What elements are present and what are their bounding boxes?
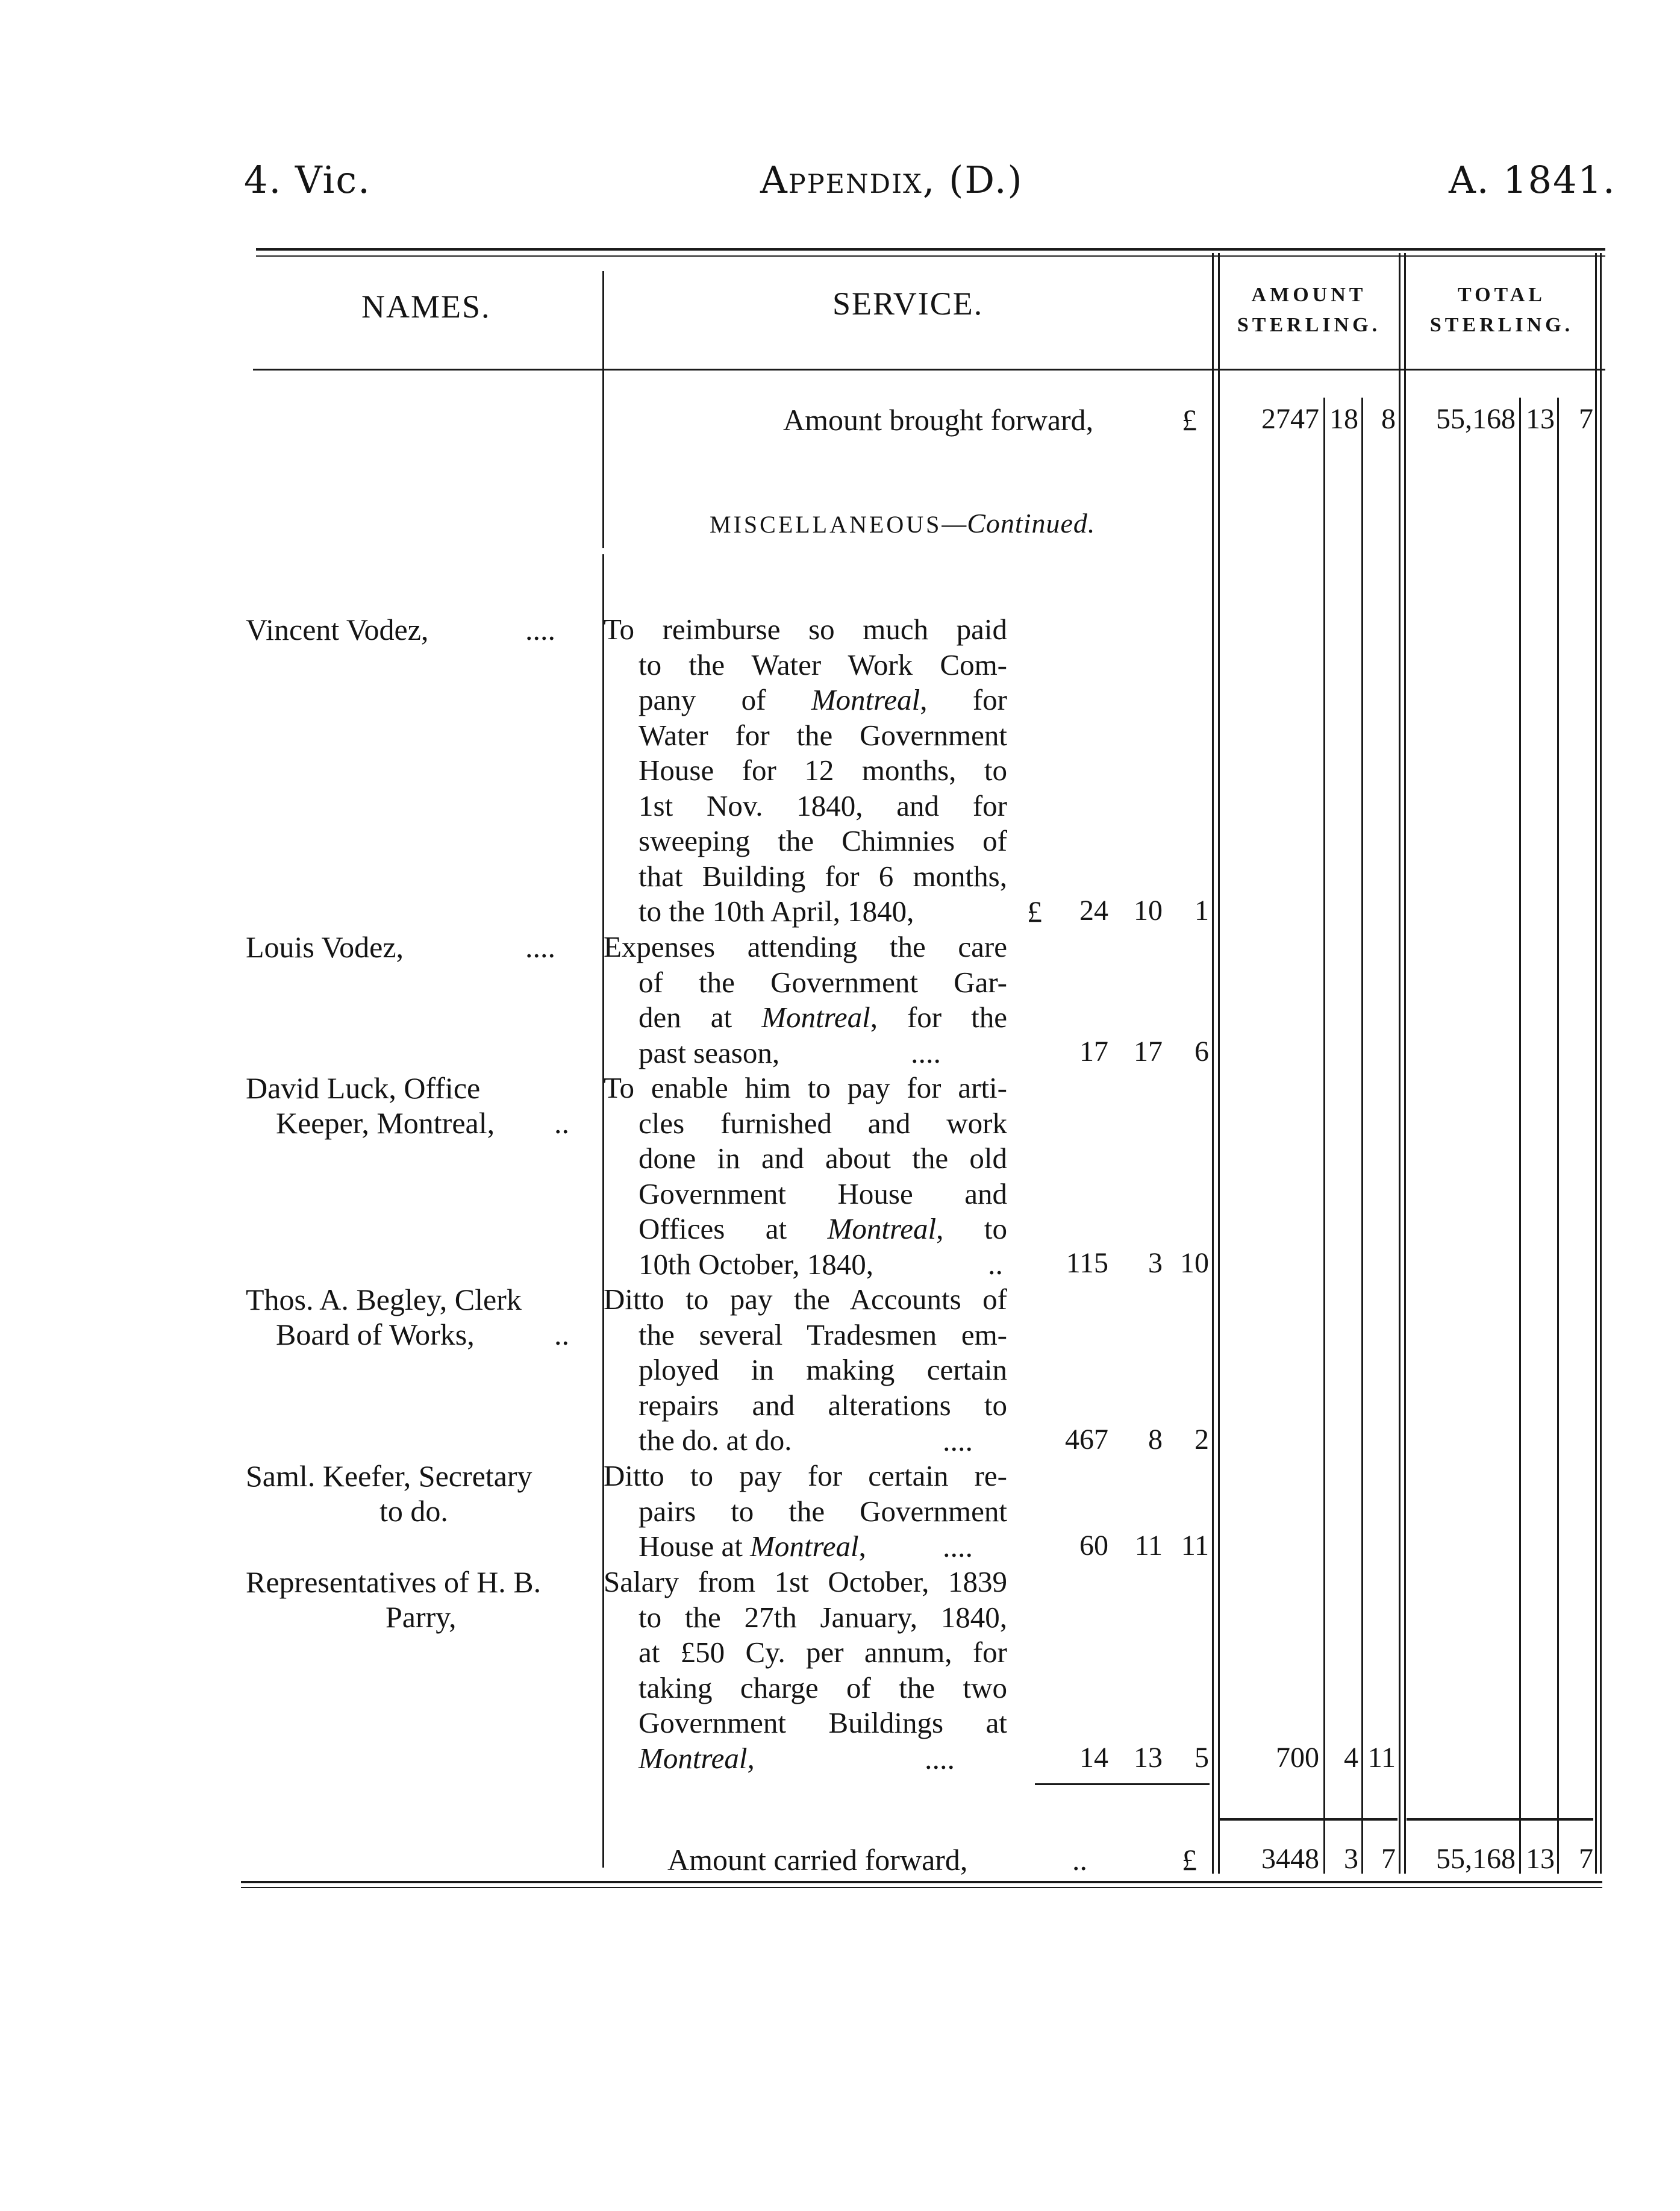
entry-amount-pence: 5 xyxy=(1194,1742,1209,1774)
entry-name: Thos. A. Begley, Clerk xyxy=(246,1283,522,1316)
entry-currency: £ xyxy=(1027,895,1042,928)
entry-name: Saml. Keefer, Secretary xyxy=(246,1459,532,1493)
entry-name-leader: .... xyxy=(525,613,555,646)
column-header-amount: AMOUNT STERLING. xyxy=(1237,284,1381,336)
column-header-total: TOTAL STERLING. xyxy=(1429,284,1574,336)
subtotal-pence: 11 xyxy=(1367,1742,1396,1774)
header-right: A. 1841. xyxy=(1449,158,1616,202)
entry-amount-pounds: 467 xyxy=(1065,1424,1108,1456)
entry-service: Ditto to pay for certain re- pairs to the Government House at Montreal, xyxy=(604,1459,1007,1563)
entry-name-leader: .. xyxy=(554,1106,569,1140)
entry-dot-leader: .... xyxy=(911,1036,941,1069)
carried-forward-amount-pence: 7 xyxy=(1381,1843,1396,1875)
entry-service: Expenses attending the care of the Government Gar- den at Montreal, for the past season, xyxy=(604,930,1007,1069)
brought-forward-total-pounds: 55,168 xyxy=(1436,403,1516,435)
entry-amount-shillings: 8 xyxy=(1148,1424,1163,1456)
header-center: Appendix, (D.) xyxy=(760,158,1023,202)
entry-name: to do. xyxy=(379,1494,448,1528)
brought-forward-amount-pounds: 2747 xyxy=(1261,403,1319,435)
entry-amount-pence: 1 xyxy=(1194,895,1209,927)
carried-forward-total-shillings: 13 xyxy=(1526,1843,1555,1875)
brought-forward-amount-pence: 8 xyxy=(1381,403,1396,435)
entry-name-leader: .... xyxy=(525,930,555,964)
brought-forward-currency: £ xyxy=(1182,403,1197,437)
section-title: MISCELLANEOUS—Continued. xyxy=(710,508,1096,539)
carried-forward-currency: £ xyxy=(1182,1843,1197,1877)
entry-service: Ditto to pay the Accounts of the several Tradesmen em- ployed in making certain repairs and alterations to the do. at do. xyxy=(604,1283,1007,1457)
entry-dot-leader: .... xyxy=(943,1424,973,1457)
subtotal-shillings: 4 xyxy=(1344,1742,1358,1774)
entry-amount-shillings: 10 xyxy=(1134,895,1163,927)
entry-amount-shillings: 3 xyxy=(1148,1247,1163,1279)
carried-forward-total-pounds: 55,168 xyxy=(1436,1843,1516,1875)
entry-name: Louis Vodez, xyxy=(246,930,404,964)
entry-amount-pounds: 17 xyxy=(1079,1036,1108,1068)
entry-dot-leader: .. xyxy=(988,1247,1003,1281)
carried-forward-total-pence: 7 xyxy=(1579,1843,1593,1875)
entry-amount-pounds: 60 xyxy=(1079,1530,1108,1562)
entry-service: To reimburse so much paid to the Water Work Com- pany of Montreal, for Water for the Government House for 12 months, to 1st Nov. 1840, and for sweeping the Chimnies of that Building for 6 months, to the 10th April, 1840, xyxy=(604,613,1007,928)
entry-name: David Luck, Office xyxy=(246,1071,481,1105)
entry-name: Board of Works, xyxy=(276,1318,475,1351)
entry-name: Keeper, Montreal, xyxy=(276,1106,495,1140)
entry-amount-pounds: 14 xyxy=(1079,1742,1108,1774)
entry-name: Vincent Vodez, xyxy=(246,613,429,646)
entry-amount-pence: 2 xyxy=(1194,1424,1209,1456)
entry-amount-pence: 10 xyxy=(1180,1247,1209,1279)
entry-name: Parry, xyxy=(386,1600,457,1634)
entry-name-leader: .. xyxy=(554,1318,569,1351)
brought-forward-total-shillings: 13 xyxy=(1526,403,1555,435)
entry-amount-pounds: 24 xyxy=(1079,895,1108,927)
entry-amount-shillings: 13 xyxy=(1134,1742,1163,1774)
entry-amount-shillings: 11 xyxy=(1134,1530,1163,1562)
entry-amount-pence: 11 xyxy=(1181,1530,1209,1562)
entry-amount-pounds: 115 xyxy=(1066,1247,1108,1279)
subtotal-pounds: 700 xyxy=(1276,1742,1319,1774)
entry-amount-pence: 6 xyxy=(1194,1036,1209,1068)
carried-forward-amount-pounds: 3448 xyxy=(1261,1843,1319,1875)
column-header-service: SERVICE. xyxy=(832,286,984,322)
entry-service: Salary from 1st October, 1839 to the 27th January, 1840, at £50 Cy. per annum, for taking charge of the two Government Buildings at Montreal, xyxy=(604,1565,1007,1775)
entry-service: To enable him to pay for arti- cles furnished and work done in and about the old Government House and Offices at Montreal, to 10th October, 1840, xyxy=(604,1071,1007,1281)
entry-dot-leader: .... xyxy=(925,1742,955,1775)
brought-forward-label: Amount brought forward, xyxy=(783,403,1094,437)
brought-forward-total-pence: 7 xyxy=(1579,403,1593,435)
entry-amount-shillings: 17 xyxy=(1134,1036,1163,1068)
brought-forward-amount-shillings: 18 xyxy=(1329,403,1358,435)
entry-name: Representatives of H. B. xyxy=(246,1565,542,1599)
carried-forward-amount-shillings: 3 xyxy=(1344,1843,1358,1875)
header-left: 4. Vic. xyxy=(244,158,371,202)
column-header-names: NAMES. xyxy=(361,289,491,325)
carried-forward-dot-leader: .. xyxy=(1072,1843,1087,1877)
entry-dot-leader: .... xyxy=(943,1530,973,1563)
carried-forward-label: Amount carried forward, xyxy=(667,1843,968,1877)
